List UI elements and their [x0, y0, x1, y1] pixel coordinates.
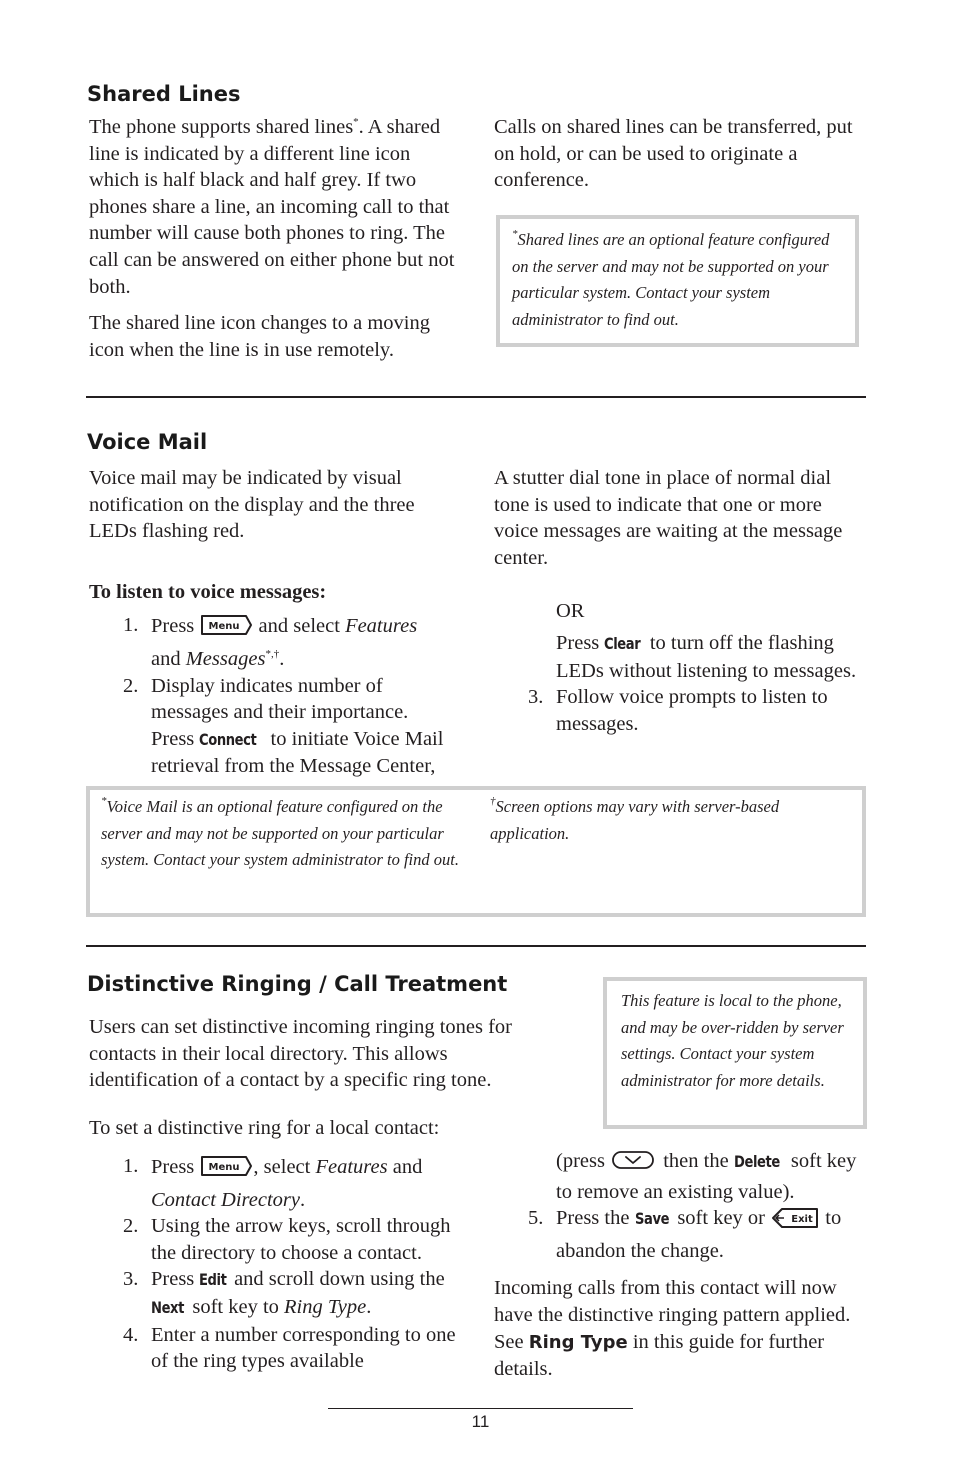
- distinctive-ringing-paragraph-2: To set a distinctive ring for a local contact:: [89, 1116, 440, 1139]
- list-number: 5.: [528, 1207, 544, 1230]
- list-number: 2.: [123, 674, 139, 697]
- step-text: to abandon the change.: [556, 1207, 842, 1262]
- list-number: 1.: [123, 1155, 139, 1177]
- footnote-text: Voice Mail is an optional feature configured on the server and may not be supported on your particular system. Contact your system administrator to find out.: [101, 797, 459, 870]
- voice-mail-footnote-2: [490, 794, 850, 847]
- distinctive-ringing-note-box: [603, 977, 867, 1129]
- footnote-mark: *: [353, 116, 359, 128]
- list-item: [89, 612, 449, 672]
- section-divider: [86, 945, 866, 947]
- shared-lines-footnote-box: [496, 215, 859, 347]
- footnote-mark: †: [490, 795, 496, 807]
- shared-lines-footnote: [512, 227, 848, 333]
- shared-lines-right-column: [494, 114, 864, 194]
- voice-mail-steps-left: [89, 612, 449, 780]
- footnote-mark: *,†: [265, 647, 280, 660]
- list-number: 1.: [123, 614, 139, 637]
- or-text: [556, 630, 866, 684]
- exit-key-icon: [770, 1206, 820, 1238]
- step-text: Press: [151, 615, 195, 638]
- step-text: , select: [253, 1156, 311, 1178]
- step-text-features: Features: [315, 1156, 388, 1178]
- list-item: [89, 673, 449, 780]
- step-text: Display indicates number of messages and their importance. Press: [151, 674, 409, 750]
- step-text: .: [299, 1188, 306, 1211]
- menu-key-icon: [199, 1153, 253, 1187]
- step-text: and: [151, 647, 181, 670]
- step-text: .: [279, 647, 285, 670]
- shared-lines-p1-text-cont: . A shared line is indicated by a different line icon which is half black and half grey. If two phones share a line, an incoming call to that number will cause both phones to ring. The call can be answered on either phone but not both.: [89, 116, 455, 298]
- svg-text:Menu: Menu: [208, 621, 240, 633]
- step-text: and select: [258, 615, 340, 638]
- clear-softkey: Clear: [604, 633, 641, 653]
- svg-text:Menu: Menu: [208, 1162, 240, 1173]
- next-softkey: Next: [151, 1297, 184, 1317]
- step-text: soft key to remove an existing value).: [556, 1150, 857, 1203]
- step-text: .: [366, 1295, 372, 1318]
- paragraph-text: Incoming calls from this contact will now have the distinctive ringing pattern applied. See: [494, 1277, 851, 1353]
- list-item: [89, 1213, 465, 1266]
- section-heading-shared-lines: Shared Lines: [87, 82, 241, 106]
- shared-lines-paragraph-2: The shared line icon changes to a moving icon when the line is in use remotely.: [89, 312, 430, 361]
- svg-text:Exit: Exit: [791, 1214, 813, 1226]
- step-text: and scroll down using the: [234, 1268, 445, 1291]
- voice-mail-right-column: [494, 465, 866, 737]
- list-item: [89, 1153, 465, 1213]
- delete-softkey: Delete: [733, 1152, 780, 1171]
- step-text: and: [392, 1156, 423, 1178]
- shared-lines-paragraph-3: Calls on shared lines can be transferred, put on hold, or can be used to originate a conference.: [494, 116, 853, 192]
- edit-softkey: Edit: [199, 1270, 227, 1290]
- step-text: soft key or: [677, 1207, 765, 1230]
- voice-mail-or-block: [494, 598, 866, 684]
- shared-lines-p1-text: The phone supports shared lines: [89, 116, 354, 138]
- step-text: to turn off the flashing LEDs without listening to messages.: [556, 631, 857, 682]
- page-number: 11: [471, 1412, 490, 1431]
- step-text-features: Features: [345, 615, 418, 638]
- or-label: OR: [556, 600, 585, 623]
- footnote-mark: *: [512, 228, 518, 240]
- step-text: soft key to: [192, 1295, 279, 1318]
- step-text-messages: Messages: [185, 647, 266, 670]
- distinctive-ringing-steps-right: [494, 1148, 866, 1383]
- section-heading-distinctive-ringing: Distinctive Ringing / Call Treatment: [87, 972, 508, 996]
- list-number: 3.: [123, 1268, 139, 1291]
- step-text: Follow voice prompts to listen to messages.: [556, 686, 828, 735]
- step-text: Enter a number corresponding to one of the ring types available: [151, 1323, 456, 1373]
- connect-softkey: Connect: [199, 729, 257, 749]
- menu-key-icon: [199, 612, 253, 646]
- navigation-key-icon: [610, 1149, 658, 1179]
- distinctive-ringing-steps-left: [89, 1153, 465, 1375]
- shared-lines-paragraph-1: [89, 114, 461, 300]
- list-item: [89, 1322, 465, 1375]
- step-text: Press the: [556, 1207, 630, 1230]
- step-text: Using the arrow keys, scroll through the directory to choose a contact.: [151, 1215, 451, 1264]
- distinctive-ringing-intro: [89, 1014, 519, 1141]
- distinctive-ringing-note: This feature is local to the phone, and may be over-ridden by server settings. Contact your system administrator for more details.: [621, 991, 844, 1090]
- shared-lines-footnote-text: Shared lines are an optional feature configured on the server and may not be supported on your particular system. Contact your system administrator to find out.: [512, 230, 830, 329]
- section-divider: [86, 396, 866, 398]
- step-text: (press: [556, 1150, 605, 1172]
- list-number: 4.: [123, 1323, 139, 1346]
- footnote-mark: *: [101, 795, 107, 807]
- footnote-text: Screen options may vary with server-based application.: [490, 797, 780, 843]
- section-heading-voice-mail: Voice Mail: [87, 430, 208, 454]
- list-item: [89, 1266, 465, 1321]
- step-text: Press: [151, 1156, 195, 1178]
- step-text-contact-directory: Contact Directory: [151, 1188, 300, 1211]
- footer-rule: [328, 1408, 633, 1409]
- shared-lines-left-column: [89, 114, 461, 363]
- voice-mail-paragraph-1: Voice mail may be indicated by visual notification on the display and the three LEDs flashing red.: [89, 467, 415, 543]
- voice-mail-footnote-1: [101, 794, 461, 874]
- distinctive-ringing-paragraph-3: [494, 1275, 866, 1382]
- list-number: 2.: [123, 1215, 139, 1238]
- list-item: [494, 1205, 866, 1264]
- list-item: [494, 684, 866, 737]
- step-text: to initiate Voice Mail retrieval from the Message Center,: [151, 727, 444, 778]
- voice-mail-footnote-box: [86, 786, 866, 917]
- distinctive-ringing-paragraph-1: Users can set distinctive incoming ringing tones for contacts in their local directory. This allows identification of a contact by a specific ring tone.: [89, 1016, 513, 1092]
- step-4-continuation: [494, 1148, 866, 1205]
- voice-mail-listen-heading: To listen to voice messages:: [89, 580, 327, 603]
- step-text-ring-type: Ring Type: [284, 1295, 367, 1318]
- voice-mail-paragraph-2: A stutter dial tone in place of normal dial tone is used to indicate that one or more voice messages are waiting at the message center.: [494, 467, 843, 569]
- step-text: Press: [151, 1268, 195, 1291]
- voice-mail-left-column: [89, 465, 449, 780]
- paragraph-text: in this guide for further details.: [494, 1330, 825, 1381]
- list-number: 3.: [528, 686, 544, 709]
- step-text: then the: [663, 1150, 729, 1172]
- ring-type-reference-link[interactable]: Ring Type: [528, 1331, 628, 1353]
- save-softkey: Save: [634, 1209, 669, 1229]
- step-text: Press: [556, 631, 600, 654]
